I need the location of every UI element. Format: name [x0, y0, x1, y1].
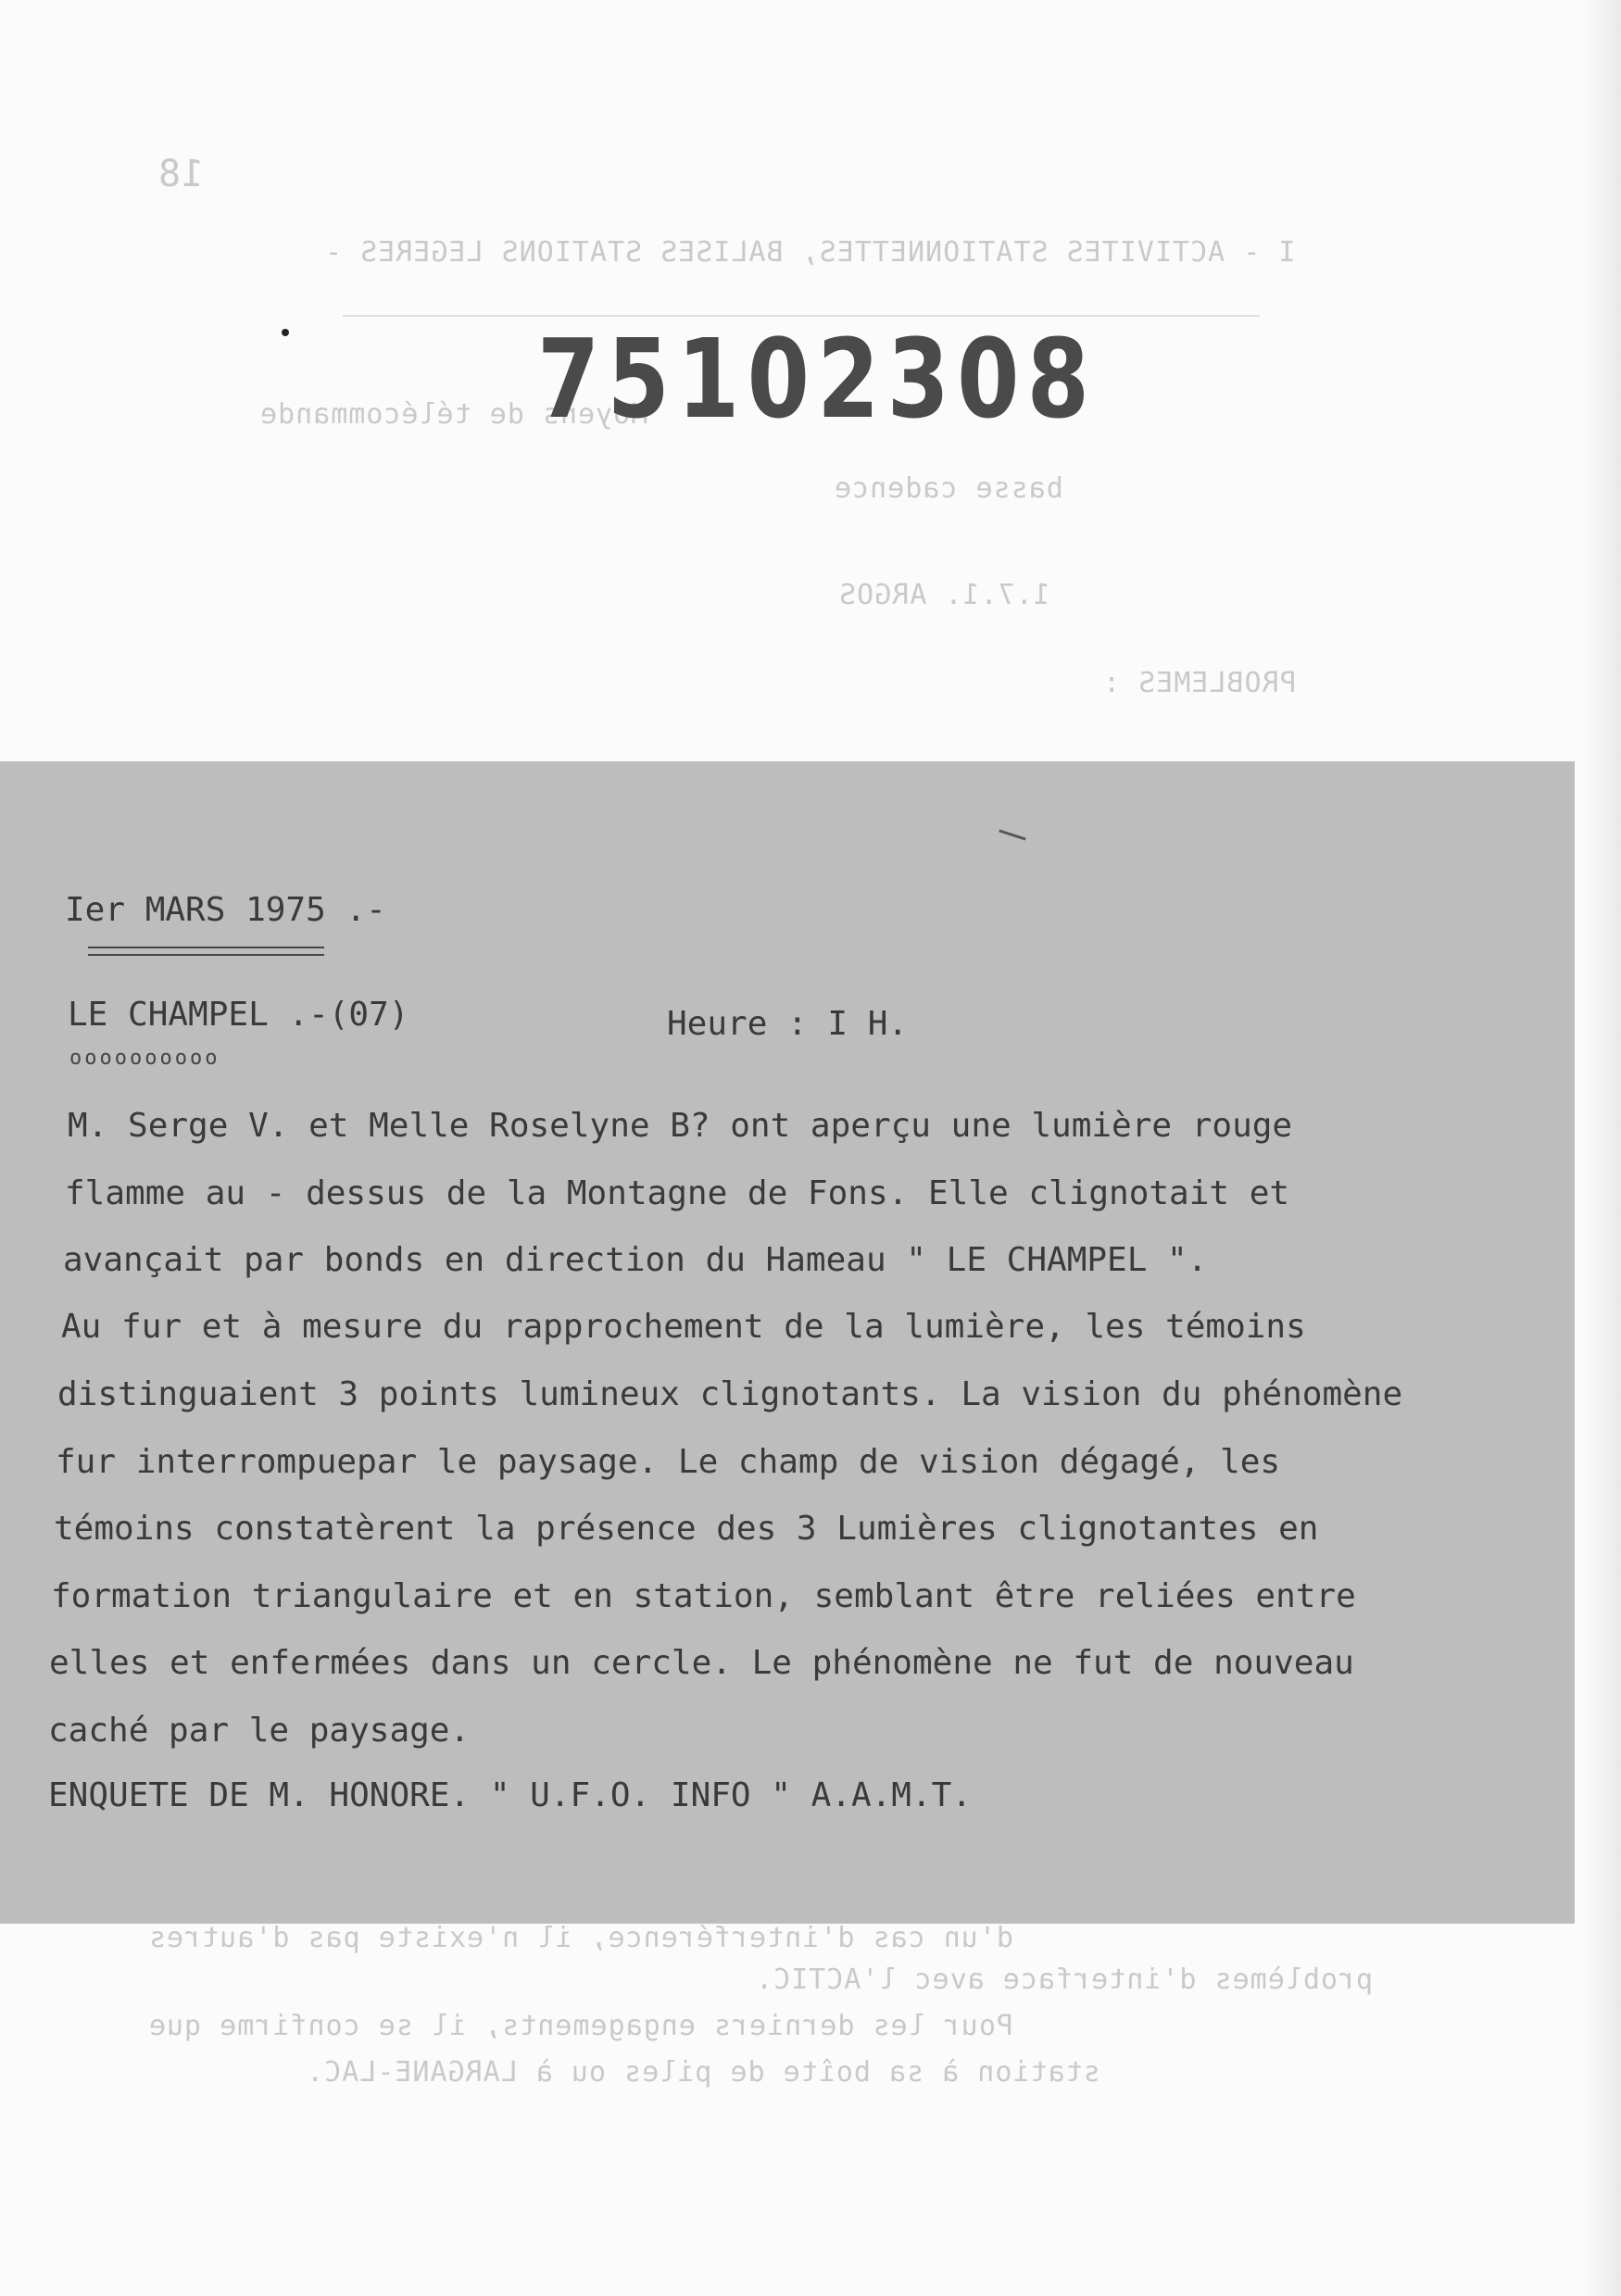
clipping-line: Au fur et à mesure du rapprochement de la lumière, les témoins	[61, 1308, 1306, 1346]
place-underline: oooooooooo	[69, 1047, 220, 1070]
clipping-line: ENQUETE DE M. HONORE. " U.F.O. INFO " A.A.M.T.	[48, 1776, 972, 1814]
page-edge-shadow	[1584, 0, 1621, 2296]
document-reference-number: 75102308	[537, 315, 1098, 443]
bleed-bottom-2: problèmes d'interface avec l'ACTIC.	[755, 1964, 1374, 1996]
clipping-line: elles et enfermées dans un cercle. Le phénomène ne fut de nouveau	[49, 1644, 1354, 1682]
clipping-time: Heure : I H.	[667, 1005, 909, 1043]
clipping-date: Ier MARS 1975 .-	[65, 891, 386, 929]
clipping-line: formation triangulaire et en station, semblant être reliées entre	[51, 1577, 1356, 1615]
clipping-line: caché par le paysage.	[48, 1712, 471, 1750]
clipping-line: avançait par bonds en direction du Hameau " LE CHAMPEL ".	[63, 1241, 1208, 1279]
bleed-heading: I - ACTIVITES STATIONNETTES, BALISES STATIONS LEGERES -	[324, 236, 1296, 269]
clipping-line: fur interrompuepar le paysage. Le champ de vision dégagé, les	[56, 1443, 1281, 1481]
ink-dot	[282, 329, 289, 336]
bleed-page-number: 18	[157, 153, 205, 195]
bleed-bottom-3: Pour les derniers engagements, il se confirme que	[148, 2010, 1014, 2042]
date-underline-2	[88, 954, 324, 956]
bleed-line-3: 1.7.1. ARGOS	[838, 579, 1050, 611]
clipping-line: flamme au - dessus de la Montagne de Fons. Elle clignotait et	[65, 1174, 1290, 1212]
bleed-bottom-4: station à sa boîte de piles ou à LARGANE-LAC.	[306, 2056, 1100, 2089]
bleed-line-2: basse cadence	[834, 472, 1063, 505]
clipping-line: distinguaient 3 points lumineux clignotants. La vision du phénomène	[57, 1375, 1403, 1413]
clipping-place: LE CHAMPEL .-(07)	[68, 996, 409, 1034]
bleed-bottom-1: d'un cas d'interférence, il n'existe pas d'autres	[148, 1922, 1014, 1954]
bleed-subheading: Moyens de télécommande	[259, 398, 648, 431]
clipping-line: M. Serge V. et Melle Roselyne B? ont aperçu une lumière rouge	[68, 1107, 1293, 1145]
date-underline	[88, 947, 324, 948]
clipping-line: témoins constatèrent la présence des 3 Lumières clignotantes en	[54, 1510, 1319, 1548]
bleed-line-4: PROBLEMES :	[1102, 667, 1297, 699]
